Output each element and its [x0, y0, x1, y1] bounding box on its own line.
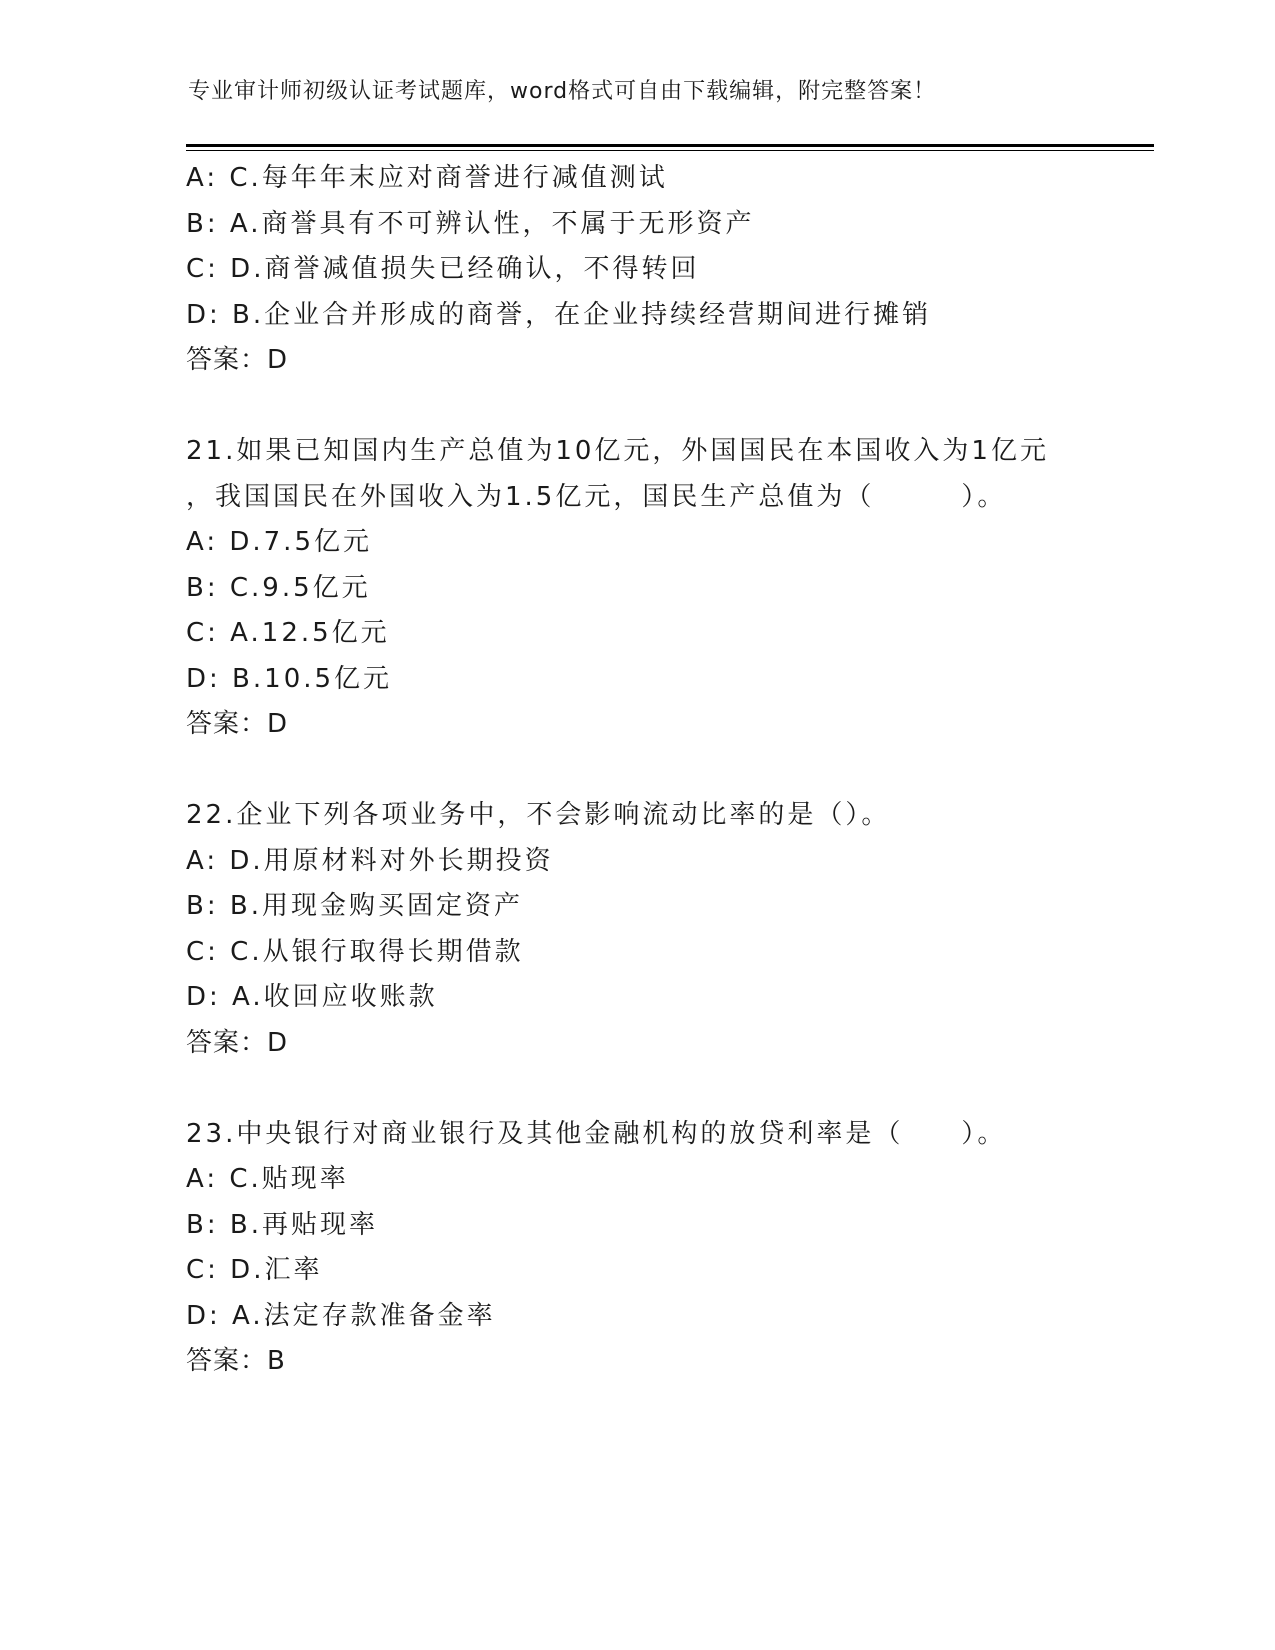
- option-b: B: A.商誉具有不可辨认性，不属于无形资产: [186, 208, 755, 239]
- question-22: [186, 793, 1166, 1066]
- spacer: [186, 384, 1166, 430]
- option-b: B: C.9.5亿元: [186, 572, 371, 603]
- question-21: [186, 429, 1166, 748]
- question-20-continued: [186, 156, 1166, 384]
- option-c: C: D.汇率: [186, 1255, 323, 1285]
- option-a: A: D.用原材料对外长期投资: [186, 845, 554, 876]
- option-b: B: B.再贴现率: [186, 1209, 378, 1240]
- option-d: D: B.企业合并形成的商誉，在企业持续经营期间进行摊销: [186, 299, 932, 330]
- answer-line: 答案：D: [186, 1027, 289, 1058]
- option-d: D: B.10.5亿元: [186, 663, 393, 694]
- answer-line: 答案：B: [186, 1346, 286, 1376]
- header-rule-thin: [186, 150, 1154, 151]
- option-c: C: C.从银行取得长期借款: [186, 936, 524, 967]
- spacer: [186, 1066, 1166, 1112]
- option-d: D: A.法定存款准备金率: [186, 1300, 496, 1331]
- question-stem: ，我国国民在外国收入为1.5亿元，国民生产总值为（ ）。: [186, 481, 1007, 512]
- question-23: [186, 1112, 1166, 1385]
- document-header: 专业审计师初级认证考试题库，word格式可自由下载编辑，附完整答案！: [188, 79, 937, 104]
- option-a: A: C.每年年末应对商誉进行减值测试: [186, 163, 668, 193]
- option-a: A: D.7.5亿元: [186, 527, 372, 557]
- option-b: B: B.用现金购买固定资产: [186, 891, 523, 921]
- question-stem: 23.中央银行对商业银行及其他金融机构的放贷利率是（ ）。: [186, 1118, 1007, 1149]
- answer-line: 答案：D: [186, 709, 289, 739]
- option-a: A: C.贴现率: [186, 1164, 349, 1194]
- spacer: [186, 748, 1166, 794]
- header-rule-thick: [186, 144, 1154, 147]
- answer-line: 答案：D: [186, 345, 289, 375]
- option-d: D: A.收回应收账款: [186, 982, 438, 1012]
- option-c: C: A.12.5亿元: [186, 618, 390, 648]
- option-c: C: D.商誉减值损失已经确认，不得转回: [186, 254, 700, 284]
- question-stem: 22.企业下列各项业务中，不会影响流动比率的是（）。: [186, 800, 891, 830]
- question-stem: 21.如果已知国内生产总值为10亿元，外国国民在本国收入为1亿元: [186, 436, 1049, 466]
- question-content: [186, 156, 1166, 1385]
